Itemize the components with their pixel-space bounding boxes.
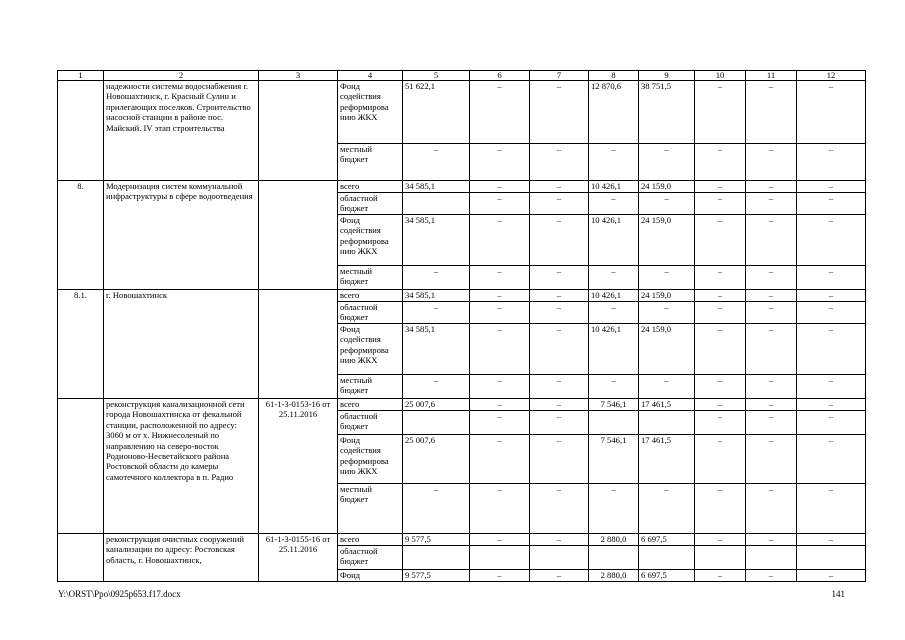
value-cell: [639, 411, 695, 435]
value-cell: –: [746, 435, 797, 484]
col-number: 10: [695, 71, 746, 81]
value-cell: –: [470, 193, 530, 215]
value-cell: 51 622,1: [403, 81, 470, 144]
value-cell: –: [530, 324, 589, 375]
value-cell: –: [589, 302, 639, 324]
value-cell: –: [797, 375, 866, 399]
value-cell: –: [403, 144, 470, 181]
value-cell: 7 546,1: [589, 399, 639, 411]
value-cell: –: [746, 399, 797, 411]
table-row: [58, 290, 866, 302]
col-number: 9: [639, 71, 695, 81]
value-cell: –: [797, 484, 866, 534]
value-cell: –: [746, 181, 797, 193]
measure-name: реконструкция очистных сооружений канализации по адресу: Ростовская область, г. Новошахтинск,: [104, 534, 259, 582]
value-cell: –: [695, 215, 746, 266]
value-cell: 6 697,5: [639, 534, 695, 546]
value-cell: –: [746, 81, 797, 144]
value-cell: [403, 546, 470, 570]
value-cell: –: [695, 534, 746, 546]
value-cell: –: [470, 81, 530, 144]
col-number: 6: [470, 71, 530, 81]
value-cell: –: [470, 181, 530, 193]
funding-source: всего: [338, 290, 403, 302]
value-cell: –: [695, 399, 746, 411]
measure-name: реконструкция канализационной сети города Новошахтинска от фекальной станции, расположенной по адресу: 3060 м от х. Нижнесоленый по направлению на северо-восток Родионово-Несветайского района Ростовской области до камеры самотечного коллектора в п. Радио: [104, 399, 259, 534]
value-cell: –: [746, 324, 797, 375]
value-cell: –: [470, 534, 530, 546]
value-cell: –: [470, 144, 530, 181]
value-cell: –: [589, 144, 639, 181]
value-cell: 10 426,1: [589, 324, 639, 375]
value-cell: –: [403, 375, 470, 399]
value-cell: –: [639, 302, 695, 324]
value-cell: –: [639, 484, 695, 534]
value-cell: –: [403, 302, 470, 324]
value-cell: –: [530, 435, 589, 484]
value-cell: –: [746, 193, 797, 215]
value-cell: –: [589, 375, 639, 399]
value-cell: –: [746, 534, 797, 546]
value-cell: –: [470, 290, 530, 302]
col-number: 5: [403, 71, 470, 81]
value-cell: –: [695, 435, 746, 484]
value-cell: 10 426,1: [589, 181, 639, 193]
col-number: 12: [797, 71, 866, 81]
page-number: 141: [831, 589, 845, 599]
value-cell: –: [403, 484, 470, 534]
value-cell: [589, 546, 639, 570]
funding-source: местный бюджет: [338, 144, 403, 181]
value-cell: 7 546,1: [589, 435, 639, 484]
value-cell: –: [695, 302, 746, 324]
value-cell: –: [797, 144, 866, 181]
value-cell: –: [530, 81, 589, 144]
value-cell: –: [470, 266, 530, 290]
funding-source: Фонд содействия реформирова нию ЖКХ: [338, 215, 403, 266]
col-number: 11: [746, 71, 797, 81]
value-cell: 25 007,6: [403, 399, 470, 411]
value-cell: –: [530, 484, 589, 534]
value-cell: –: [470, 324, 530, 375]
value-cell: [530, 546, 589, 570]
value-cell: [797, 546, 866, 570]
value-cell: –: [797, 324, 866, 375]
value-cell: 17 461,5: [639, 435, 695, 484]
value-cell: –: [470, 215, 530, 266]
value-cell: –: [746, 302, 797, 324]
row-number: [58, 399, 104, 534]
row-number: [58, 81, 104, 181]
table-row: [58, 181, 866, 193]
value-cell: –: [470, 375, 530, 399]
value-cell: [403, 411, 470, 435]
value-cell: –: [470, 302, 530, 324]
value-cell: –: [797, 290, 866, 302]
value-cell: –: [695, 570, 746, 582]
project-doc: 61-1-3-0155-16 от 25.11.2016: [259, 534, 338, 582]
value-cell: [639, 546, 695, 570]
col-number: 3: [259, 71, 338, 81]
value-cell: –: [639, 193, 695, 215]
value-cell: –: [530, 290, 589, 302]
table-row: [58, 534, 866, 546]
value-cell: –: [530, 302, 589, 324]
funding-source: Фонд содействия реформирова нию ЖКХ: [338, 324, 403, 375]
value-cell: –: [530, 375, 589, 399]
value-cell: –: [530, 411, 589, 435]
value-cell: 2 880,0: [589, 534, 639, 546]
value-cell: –: [470, 411, 530, 435]
value-cell: –: [797, 534, 866, 546]
value-cell: –: [695, 144, 746, 181]
funding-source: областной бюджет: [338, 302, 403, 324]
value-cell: –: [530, 215, 589, 266]
value-cell: 34 585,1: [403, 215, 470, 266]
value-cell: 34 585,1: [403, 324, 470, 375]
value-cell: –: [530, 193, 589, 215]
value-cell: –: [797, 193, 866, 215]
value-cell: –: [470, 484, 530, 534]
funding-source: местный бюджет: [338, 266, 403, 290]
value-cell: –: [746, 375, 797, 399]
value-cell: –: [530, 266, 589, 290]
row-number: 8.: [58, 181, 104, 290]
funding-source: Фонд: [338, 570, 403, 582]
value-cell: –: [695, 290, 746, 302]
value-cell: –: [746, 290, 797, 302]
row-number: [58, 534, 104, 582]
project-doc: [259, 290, 338, 399]
value-cell: –: [639, 375, 695, 399]
value-cell: –: [695, 181, 746, 193]
funding-source: областной бюджет: [338, 546, 403, 570]
value-cell: –: [589, 266, 639, 290]
value-cell: –: [695, 193, 746, 215]
measure-name: Модернизация систем коммунальной инфраструктуры в сфере водоотведения: [104, 181, 259, 290]
project-doc: [259, 81, 338, 181]
value-cell: 38 751,5: [639, 81, 695, 144]
value-cell: –: [530, 534, 589, 546]
value-cell: –: [797, 266, 866, 290]
value-cell: –: [746, 144, 797, 181]
value-cell: 24 159,0: [639, 324, 695, 375]
budget-table: [57, 70, 866, 582]
funding-source: местный бюджет: [338, 484, 403, 534]
value-cell: –: [746, 266, 797, 290]
value-cell: 34 585,1: [403, 290, 470, 302]
value-cell: –: [530, 181, 589, 193]
row-number: 8.1.: [58, 290, 104, 399]
value-cell: –: [695, 81, 746, 144]
value-cell: –: [589, 484, 639, 534]
value-cell: –: [530, 144, 589, 181]
funding-source: областной бюджет: [338, 411, 403, 435]
measure-name: г. Новошахтинск: [104, 290, 259, 399]
funding-source: Фонд содействия реформирова нию ЖКХ: [338, 81, 403, 144]
value-cell: –: [403, 266, 470, 290]
value-cell: 10 426,1: [589, 290, 639, 302]
value-cell: –: [530, 399, 589, 411]
value-cell: [746, 546, 797, 570]
value-cell: –: [695, 484, 746, 534]
value-cell: [695, 546, 746, 570]
value-cell: 25 007,6: [403, 435, 470, 484]
value-cell: –: [746, 215, 797, 266]
value-cell: –: [589, 193, 639, 215]
value-cell: 24 159,0: [639, 290, 695, 302]
value-cell: –: [746, 570, 797, 582]
value-cell: –: [797, 411, 866, 435]
value-cell: 17 461,5: [639, 399, 695, 411]
value-cell: 6 697,5: [639, 570, 695, 582]
value-cell: [589, 411, 639, 435]
value-cell: –: [797, 570, 866, 582]
value-cell: 24 159,0: [639, 215, 695, 266]
value-cell: –: [746, 484, 797, 534]
value-cell: –: [797, 81, 866, 144]
value-cell: 10 426,1: [589, 215, 639, 266]
value-cell: 2 880,0: [589, 570, 639, 582]
value-cell: –: [695, 266, 746, 290]
funding-source: всего: [338, 534, 403, 546]
value-cell: 12 870,6: [589, 81, 639, 144]
footer-file-path: Y:\ORST\Ppo\0925p653.f17.docx: [58, 589, 181, 599]
value-cell: 34 585,1: [403, 181, 470, 193]
column-number-row: [58, 71, 866, 81]
value-cell: –: [746, 411, 797, 435]
col-number: 8: [589, 71, 639, 81]
funding-source: областной бюджет: [338, 193, 403, 215]
value-cell: –: [695, 375, 746, 399]
funding-source: всего: [338, 181, 403, 193]
value-cell: 9 577,5: [403, 534, 470, 546]
value-cell: –: [797, 302, 866, 324]
value-cell: –: [797, 435, 866, 484]
value-cell: –: [470, 399, 530, 411]
table-row: [58, 81, 866, 144]
value-cell: [470, 546, 530, 570]
value-cell: –: [530, 570, 589, 582]
value-cell: 24 159,0: [639, 181, 695, 193]
funding-source: Фонд содействия реформирова нию ЖКХ: [338, 435, 403, 484]
value-cell: –: [797, 215, 866, 266]
col-number: 1: [58, 71, 104, 81]
value-cell: –: [695, 324, 746, 375]
value-cell: –: [695, 411, 746, 435]
value-cell: –: [470, 435, 530, 484]
value-cell: –: [797, 181, 866, 193]
value-cell: [403, 193, 470, 215]
project-doc: [259, 181, 338, 290]
measure-name: надежности системы водоснабжения г. Новошахтинск, г. Красный Сулин и прилегающих поселков. Строительство насосной станции в районе пос. Майский. IV этап строительства: [104, 81, 259, 181]
col-number: 2: [104, 71, 259, 81]
project-doc: 61-1-3-0153-16 от 25.11.2016: [259, 399, 338, 534]
value-cell: 9 577,5: [403, 570, 470, 582]
value-cell: –: [470, 570, 530, 582]
value-cell: –: [797, 399, 866, 411]
funding-source: местный бюджет: [338, 375, 403, 399]
funding-source: всего: [338, 399, 403, 411]
col-number: 7: [530, 71, 589, 81]
value-cell: –: [639, 144, 695, 181]
col-number: 4: [338, 71, 403, 81]
value-cell: –: [639, 266, 695, 290]
table-row: [58, 399, 866, 411]
